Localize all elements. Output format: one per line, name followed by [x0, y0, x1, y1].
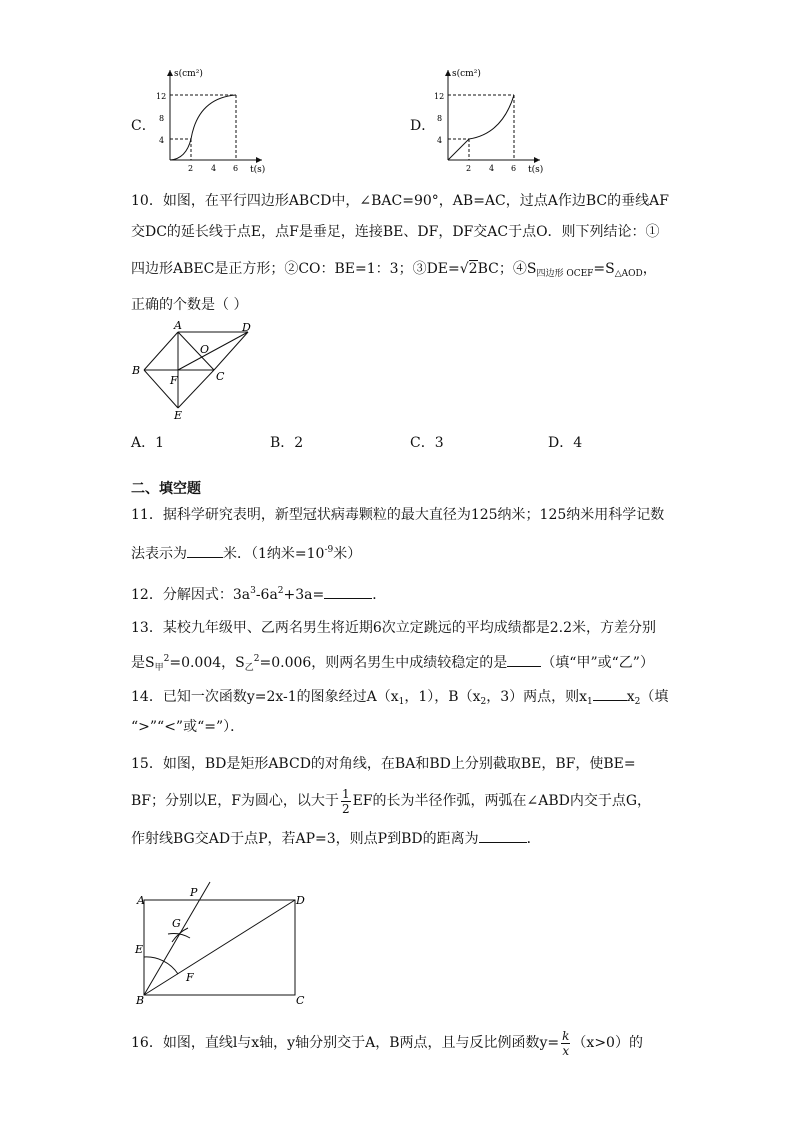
graph-c: [150, 62, 270, 174]
y-tick-12: 12: [156, 92, 167, 101]
frac-den: 2: [341, 801, 350, 816]
y-tick-4: 4: [437, 136, 443, 145]
q12-blank[interactable]: [324, 584, 372, 599]
segment-d: [448, 139, 469, 160]
q14-line1: [131, 686, 668, 712]
q10-line2: 交DC的延长线于点E，点F是垂足，连接BE、DF，DF交AC于点O．则下列结论：①: [131, 224, 660, 240]
q12-sup1: 3: [250, 586, 256, 596]
q15-line3-a: 作射线BG交AD于点P，若AP=3，则点P到BD的距离为: [131, 831, 479, 847]
q15-figure: [132, 880, 322, 1008]
q11-line2-c: 米）: [333, 546, 362, 562]
q13-line2: [131, 649, 654, 678]
q12-b: -6a: [255, 587, 278, 603]
q15-line3-b: ．: [526, 831, 541, 847]
pt-P: P: [190, 886, 198, 899]
sqrt-sign: √: [459, 261, 469, 277]
y-axis-label: s(cm²): [452, 69, 481, 79]
q10-option-b: B．2: [270, 435, 304, 451]
q14-sub4: 2: [634, 697, 641, 707]
pt-D: D: [242, 321, 251, 334]
frac-num: 1: [341, 786, 350, 801]
q13-line2-c: =0.006，则两名男生中成绩较稳定的是: [259, 655, 508, 671]
q12-a: 12．分解因式：3a: [131, 587, 251, 603]
q10-sub2: △AOD: [614, 269, 643, 279]
q13-line2-a: 是S: [131, 655, 155, 671]
q10-line3-c: =S: [593, 261, 615, 277]
x-axis-label: t(s): [528, 165, 544, 174]
q10-line3: [131, 259, 657, 284]
x-tick-6: 6: [233, 164, 239, 173]
y-tick-8: 8: [437, 114, 443, 123]
option-c-label: C．: [131, 118, 156, 134]
q16-line1: [131, 1028, 643, 1058]
q11-line1: 11．据科学研究表明，新型冠状病毒颗粒的最大直径为125纳米；125纳米用科学记数: [131, 507, 665, 523]
q10-line1: 10．如图，在平行四边形ABCD中，∠BAC=90°，AB=AC，过点A作边BC的垂线AF: [131, 193, 669, 209]
pt-C: C: [296, 994, 305, 1007]
q14-sub3: 1: [587, 697, 593, 707]
pt-A: A: [137, 894, 145, 907]
q15-line1: 15．如图，BD是矩形ABCD的对角线，在BA和BD上分别截取BE，BF，使BE=: [131, 756, 636, 772]
pt-B: B: [136, 994, 145, 1007]
curve-d: [469, 95, 514, 139]
q16-b: （x>0）的: [572, 1035, 643, 1051]
pt-F: F: [186, 971, 194, 984]
q14-b: ，1），B（x: [404, 689, 481, 705]
curve-c: [170, 95, 236, 160]
q14-sub2: 2: [480, 697, 487, 707]
section-title: 二、填空题: [131, 481, 201, 497]
q14-line2: “>”“<”或“=”）．: [131, 719, 245, 735]
x-axis-arrow: [534, 157, 540, 163]
q14-a: 14．已知一次函数y=2x-1的图象经过A（x: [131, 689, 399, 705]
pt-G: G: [172, 917, 181, 930]
q10-line4: 正确的个数是（ ）: [131, 297, 248, 313]
q14-e: （填: [640, 689, 669, 705]
q10-figure: [128, 318, 268, 423]
x-axis-arrow: [256, 157, 262, 163]
x-tick-2: 2: [466, 164, 472, 173]
q13-sup2: 2: [253, 654, 260, 664]
q13-line2-d: （填“甲”或“乙”）: [541, 655, 654, 671]
graph-d: [428, 62, 548, 174]
sqrt-radicand: 2: [468, 261, 478, 277]
q11-line2-b: 米．（1纳米=10: [223, 546, 325, 562]
q15-line2-a: BF；分别以E，F为圆心，以大于: [131, 793, 339, 809]
q10-line3-d: ，: [642, 261, 657, 277]
x-axis-label: t(s): [250, 165, 266, 174]
q12-line: [131, 581, 386, 605]
q14-blank[interactable]: [593, 686, 627, 701]
q16-a: 16．如图，直线l与x轴，y轴分别交于A，B两点，且与反比例函数y=: [131, 1035, 560, 1051]
pt-E: E: [174, 409, 183, 422]
y-tick-4: 4: [159, 136, 165, 145]
q10-sub1: 四边形 OCEF: [536, 269, 594, 279]
pt-B: B: [132, 364, 141, 377]
q10-option-d: D．4: [548, 435, 583, 451]
q13-sup1: 2: [163, 654, 170, 664]
frac-den: x: [562, 1043, 570, 1058]
pt-F: F: [170, 374, 178, 387]
x-tick-6: 6: [511, 164, 517, 173]
y-tick-12: 12: [434, 92, 445, 101]
pt-A: A: [174, 319, 182, 332]
q15-line2: [131, 786, 651, 816]
frac-num: k: [562, 1028, 570, 1043]
pt-D: D: [296, 894, 305, 907]
q16-fraction: [561, 1029, 570, 1058]
q13-sub1: 甲: [154, 663, 164, 673]
pt-C: C: [216, 370, 225, 383]
y-axis-arrow: [167, 70, 173, 76]
q13-line2-b: =0.004，S: [169, 655, 245, 671]
q13-sub2: 乙: [244, 663, 254, 673]
q11-line2: [131, 540, 361, 564]
q15-line2-b: EF的长为半径作弧，两弧在∠ABD内交于点G，: [352, 793, 652, 809]
y-axis-arrow: [445, 70, 451, 76]
y-axis-label: s(cm²): [174, 69, 203, 79]
q15-blank[interactable]: [479, 828, 527, 843]
q13-line1: 13．某校九年级甲、乙两名男生将近期6次立定跳远的平均成绩都是2.2米，方差分别: [131, 620, 656, 636]
q10-option-a: A．1: [131, 435, 165, 451]
x-tick-2: 2: [188, 164, 194, 173]
q14-c: ，3）两点，则x: [486, 689, 588, 705]
option-d-label: D．: [410, 118, 436, 134]
y-tick-8: 8: [159, 114, 165, 123]
q13-blank[interactable]: [507, 652, 541, 667]
pt-O: O: [200, 343, 210, 356]
pt-E: E: [135, 943, 144, 956]
q14-sub1: 1: [398, 697, 405, 707]
q10-line3-b: BC；④S: [477, 261, 537, 277]
q15-line3: [131, 828, 541, 849]
q11-blank[interactable]: [187, 543, 223, 558]
x-tick-4: 4: [211, 164, 217, 173]
q15-fraction: [341, 787, 351, 816]
x-tick-4: 4: [489, 164, 495, 173]
q11-line2-a: 法表示为: [131, 546, 187, 562]
q12-sup2: 2: [277, 586, 284, 596]
q14-d: x: [626, 689, 635, 705]
q12-d: ．: [372, 587, 387, 603]
q10-option-c: C．3: [410, 435, 444, 451]
q12-c: +3a=: [283, 587, 325, 603]
q11-exp: -9: [324, 545, 334, 555]
q10-line3-a: 四边形ABEC是正方形；②CO：BE=1：3；③DE=: [131, 261, 460, 277]
